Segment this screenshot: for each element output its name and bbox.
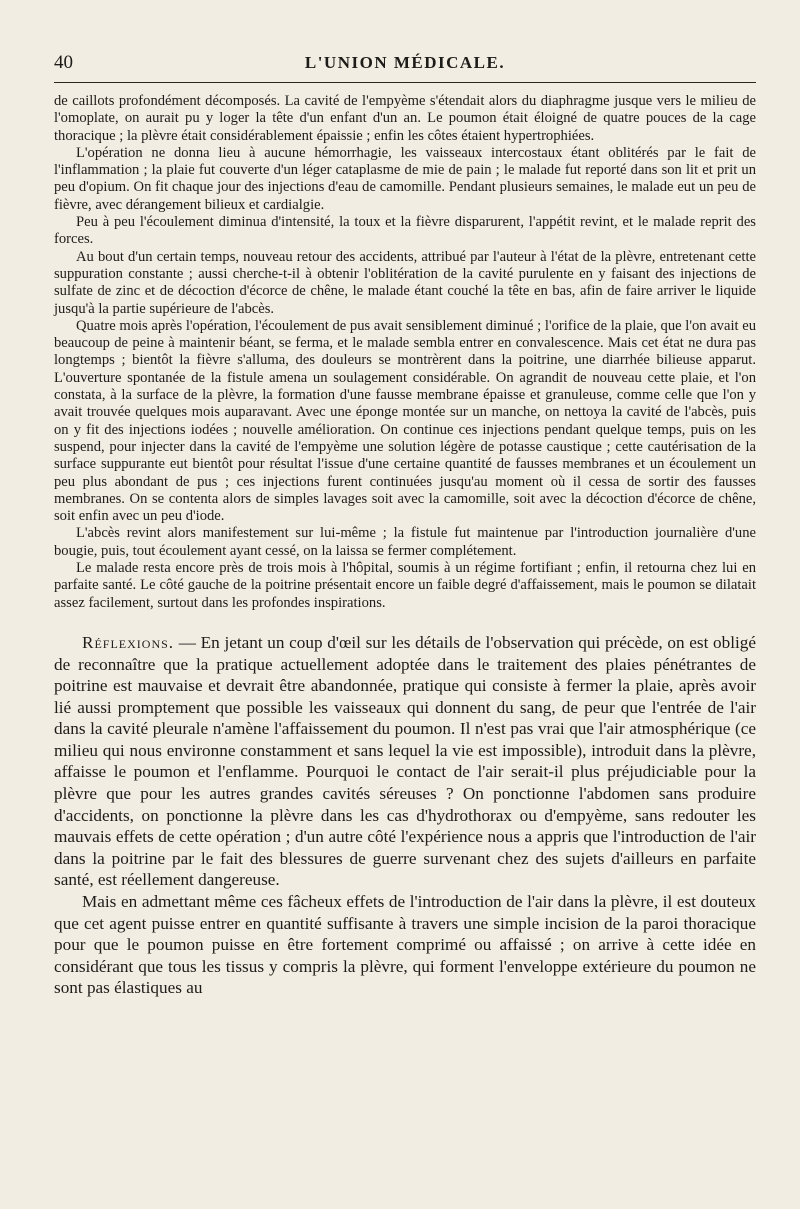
observation-paragraph-2: L'opération ne donna lieu à aucune hémorrhagie, les vaisseaux intercostaux étant oblitérés par le fait de l'inflammation ; la plaie fut couverte d'un léger cataplasme de mie de pain ; le malade fut reporté dans son lit et prit un peu d'opium. On fit chaque jour des injections d'eau de camomille. Pendant plusieurs semaines, le malade eut un peu de fièvre, avec dérangement bilieux et cardialgie. xyxy=(54,144,756,213)
observation-paragraph-4: Au bout d'un certain temps, nouveau retour des accidents, attribué par l'auteur à l'état de la plèvre, entretenant cette suppuration constante ; aussi cherche-t-il à obtenir l'oblitération de la cavité purulente en y faisant des injections de sulfate de zinc et de décoction d'écorce de chêne, le malade étant couché la tête en bas, afin de faire arriver le liquide jusqu'à la partie supérieure de l'abcès. xyxy=(54,248,756,317)
journal-title: L'UNION MÉDICALE. xyxy=(304,53,506,72)
observation-paragraph-6: L'abcès revint alors manifestement sur lui-même ; la fistule fut maintenue par l'introduction journalière d'une bougie, puis, tout écoulement ayant cessé, on la laissa se fermer complétement. xyxy=(54,525,756,559)
reflexions-paragraph-2: Mais en admettant même ces fâcheux effets de l'introduction de l'air dans la plèvre, il est douteux que cet agent puisse entrer en quantité suffisante à travers une simple incision de la paroi thoracique pour que le poumon puisse en être fortement comprimé ou affaissé ; on arrive à cette idée en considérant que tous les tissus y compris la plèvre, qui forment l'enveloppe extérieure du poumon ne sont pas élastiques au xyxy=(54,892,756,998)
reflexions-section xyxy=(54,632,756,999)
observation-section xyxy=(54,93,756,612)
reflexions-paragraph-1 xyxy=(54,632,756,891)
observation-paragraph-3: Peu à peu l'écoulement diminua d'intensité, la toux et la fièvre disparurent, l'appétit revint, et le malade reprit des forces. xyxy=(54,214,756,248)
observation-paragraph-1: de caillots profondément décomposés. La cavité de l'empyème s'étendait alors du diaphragme jusque vers le milieu de l'omoplate, on aurait pu y loger la tête d'un enfant d'un an. Le poumon était éloigné de quatre pouces de la cage thoracique ; la plèvre était considérablement épaissie ; enfin les côtes étaient hypertrophiées. xyxy=(54,93,756,144)
observation-paragraph-5: Quatre mois après l'opération, l'écoulement de pus avait sensiblement diminué ; l'orifice de la plaie, que l'on avait eu beaucoup de peine à maintenir béant, se ferma, et le malade sembla entrer en convalescence. Mais cet état ne dura pas longtemps ; bientôt la fièvre s'alluma, des douleurs se montrèrent dans la poitrine, une diarrhée bilieuse apparut. L'ouverture spontanée de la fistule amena un soulagement considérable. On agrandit de nouveau cette plaie, et l'on constata, à la surface de la plèvre, la formation d'une fausse membrane épaisse et granuleuse, comme celle que l'on y avait trouvée quelques mois auparavant. Avec une éponge montée sur un manche, on nettoya la cavité de l'abcès, puis on y fit des injections iodées ; nouvelle amélioration. On continue ces injections pendant quelque temps, puis on les suspend, pour injecter dans la cavité de l'empyème une solution légère de potasse caustique ; cette cautérisation de la surface suppurante eut bientôt pour résultat l'issue d'une certaine quantité de fausses membranes et un écoulement un peu plus abondant de pus ; ces injections furent continuées jusqu'au moment où il cessa de sortir des fausses membranes. On se contenta alors de simples lavages soit avec la camomille, soit avec la décoction d'écorce de chêne, soit enfin avec un peu d'iode. xyxy=(54,317,756,525)
observation-paragraph-7: Le malade resta encore près de trois mois à l'hôpital, soumis à un régime fortifiant ; enfin, il retourna chez lui en parfaite santé. Le côté gauche de la poitrine présentait encore un faible degré d'affaissement, mais le poumon se dilatait assez facilement, surtout dans les profondes inspirations. xyxy=(54,560,756,611)
page-number: 40 xyxy=(54,52,73,73)
reflexions-label: Réflexions. xyxy=(82,632,175,652)
reflexions-paragraph-1-text: — En jetant un coup d'œil sur les détails de l'observation qui précède, on est obligé de reconnaître que la pratique actuellement adoptée dans le traitement des plaies pénétrantes de poitrine est mauvaise et devrait être abandonnée, pratique qui consiste à fermer la plaie, après avoir lié aussi promptement que possible les vaisseaux qui donnent du sang, de peur que l'entrée de l'air dans la cavité pleurale n'amène l'affaissement du poumon. Il n'est pas vrai que l'air atmosphérique (ce milieu qui nous environne constamment et sans lequel la vie est impossible), introduit dans la plèvre, affaisse le poumon et l'enflamme. Pourquoi le contact de l'air serait-il plus préjudiciable pour la plèvre que pour les autres grandes cavités séreuses ? On ponctionne l'abdomen sans produire d'accidents, on ponctionne la plèvre dans les cas d'hydrothorax ou d'empyème, sans redouter les mauvais effets de cette opération ; d'un autre côté l'expérience nous a appris que l'introduction de l'air dans la poitrine par le fait des blessures de guerre survenant chez des sujets d'ailleurs en parfaite santé, est réellement dangereuse. xyxy=(54,632,756,890)
running-head xyxy=(54,52,756,83)
